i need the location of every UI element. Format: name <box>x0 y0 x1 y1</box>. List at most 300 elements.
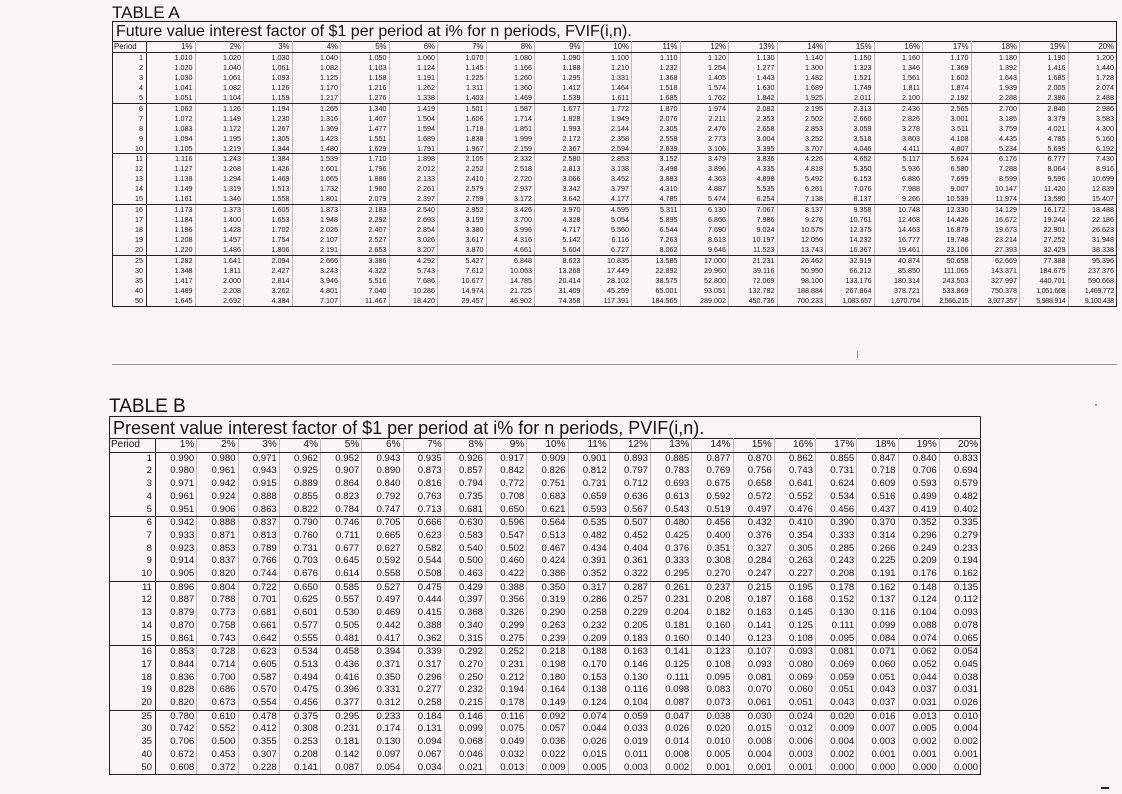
factor-cell: 1.100 <box>583 52 632 62</box>
factor-cell: 1.170 <box>292 83 341 93</box>
factor-cell: 2.540 <box>389 205 438 215</box>
factor-cell: 0.530 <box>321 607 362 620</box>
factor-cell: 4.226 <box>777 154 826 164</box>
factor-cell: 0.641 <box>774 478 815 491</box>
factor-cell: 1.149 <box>195 114 244 124</box>
factor-cell: 0.002 <box>898 736 939 749</box>
factor-cell: 0.388 <box>486 581 527 594</box>
factor-cell: 0.870 <box>733 452 774 465</box>
factor-cell: 0.756 <box>733 465 774 478</box>
factor-cell: 1.714 <box>486 114 535 124</box>
factor-cell: 6.254 <box>729 194 778 204</box>
factor-cell: 2.292 <box>341 215 390 225</box>
factor-cell: 1.416 <box>1020 63 1069 73</box>
factor-cell: 0.909 <box>527 452 568 465</box>
factor-cell: 9.358 <box>826 205 875 215</box>
factor-cell: 2.407 <box>341 225 390 235</box>
rate-column-header: 4% <box>279 439 320 453</box>
factor-cell: 1.295 <box>535 73 584 83</box>
factor-cell: 0.250 <box>444 672 485 685</box>
factor-cell: 0.051 <box>816 684 857 697</box>
factor-cell: 0.482 <box>568 530 609 543</box>
factor-cell: 0.833 <box>939 452 980 465</box>
factor-cell: 5.117 <box>874 154 923 164</box>
factor-cell: 1.842 <box>729 93 778 103</box>
factor-cell: 2.133 <box>389 174 438 184</box>
factor-cell: 0.092 <box>527 710 568 723</box>
factor-cell: 5.743 <box>389 266 438 276</box>
factor-cell: 0.527 <box>362 581 403 594</box>
rate-column-header: 10% <box>527 439 568 453</box>
factor-cell: 9.024 <box>729 225 778 235</box>
factor-cell: 0.054 <box>362 762 403 775</box>
factor-cell: 4.807 <box>923 144 972 154</box>
factor-cell: 0.962 <box>279 452 320 465</box>
factor-cell: 0.751 <box>527 478 568 491</box>
factor-cell: 2.105 <box>438 154 487 164</box>
table-row <box>113 63 1117 73</box>
factor-cell: 0.003 <box>857 736 898 749</box>
factor-cell: 0.708 <box>486 491 527 504</box>
factor-cell: 0.108 <box>774 633 815 646</box>
factor-cell: 0.000 <box>857 762 898 775</box>
factor-cell: 0.718 <box>857 465 898 478</box>
factor-cell: 1.665 <box>292 174 341 184</box>
factor-cell: 0.376 <box>733 530 774 543</box>
factor-cell: 0.862 <box>774 452 815 465</box>
factor-cell: 0.583 <box>444 530 485 543</box>
table-row <box>110 555 981 568</box>
factor-cell: 2.937 <box>486 184 535 194</box>
factor-cell: 0.123 <box>692 646 733 659</box>
factor-cell: 0.463 <box>444 568 485 581</box>
factor-cell: 7.612 <box>438 266 487 276</box>
factor-cell: 18.488 <box>1068 205 1117 215</box>
factor-cell: 4.363 <box>680 174 729 184</box>
factor-cell: 0.215 <box>733 581 774 594</box>
factor-cell: 6.192 <box>1068 144 1117 154</box>
factor-cell: 0.577 <box>279 620 320 633</box>
factor-cell: 3.617 <box>438 235 487 245</box>
factor-cell: 3.498 <box>632 164 681 174</box>
factor-cell: 1.710 <box>341 154 390 164</box>
rate-column-header: 8% <box>486 42 535 53</box>
factor-cell: 0.508 <box>403 568 444 581</box>
factor-cell: 0.871 <box>197 530 238 543</box>
factor-cell: 1.791 <box>389 144 438 154</box>
factor-cell: 0.822 <box>279 504 320 517</box>
factor-cell: 32.429 <box>1020 245 1069 255</box>
factor-cell: 0.075 <box>486 723 527 736</box>
factor-cell: 1.886 <box>341 174 390 184</box>
factor-cell: 31.948 <box>1068 235 1117 245</box>
factor-cell: 0.429 <box>444 581 485 594</box>
factor-cell: 0.713 <box>403 504 444 517</box>
period-cell: 7 <box>113 114 147 124</box>
factor-cell: 0.980 <box>197 452 238 465</box>
factor-cell: 1.196 <box>147 225 196 235</box>
factor-cell: 0.714 <box>197 659 238 672</box>
factor-cell: 1.348 <box>147 266 196 276</box>
factor-cell: 6.886 <box>874 174 923 184</box>
factor-cell: 0.370 <box>857 517 898 530</box>
factor-cell: 9.266 <box>874 194 923 204</box>
table-b-section <box>109 397 981 775</box>
factor-cell: 0.453 <box>197 749 238 762</box>
factor-cell: 184.565 <box>632 296 681 306</box>
factor-cell: 3.970 <box>535 205 584 215</box>
factor-cell: 1.677 <box>535 103 584 113</box>
factor-cell: 378.721 <box>874 286 923 296</box>
factor-cell: 1.587 <box>486 103 535 113</box>
factor-cell: 4.411 <box>874 144 923 154</box>
factor-cell: 20.414 <box>535 276 584 286</box>
rate-column-header: 19% <box>1020 42 1069 53</box>
factor-cell: 0.890 <box>362 465 403 478</box>
factor-cell: 1.948 <box>292 215 341 225</box>
period-cell: 3 <box>110 478 156 491</box>
factor-cell: 0.425 <box>651 530 692 543</box>
factor-cell: 0.232 <box>444 684 485 697</box>
factor-cell: 2.518 <box>486 164 535 174</box>
factor-cell: 0.494 <box>279 672 320 685</box>
factor-cell: 1.200 <box>1068 52 1117 62</box>
factor-cell: 0.142 <box>321 749 362 762</box>
factor-cell: 0.237 <box>692 581 733 594</box>
factor-cell: 0.074 <box>898 633 939 646</box>
factor-cell: 1.191 <box>389 73 438 83</box>
factor-cell: 0.011 <box>609 749 650 762</box>
factor-cell: 111.065 <box>923 266 972 276</box>
factor-cell: 0.252 <box>486 646 527 659</box>
factor-cell: 0.001 <box>733 762 774 775</box>
factor-cell: 7.138 <box>777 194 826 204</box>
factor-cell: 2.332 <box>486 154 535 164</box>
factor-cell: 0.480 <box>651 517 692 530</box>
table-row <box>110 594 981 607</box>
factor-cell: 5.054 <box>583 215 632 225</box>
factor-cell: 8.064 <box>1020 164 1069 174</box>
factor-cell: 3.252 <box>777 134 826 144</box>
factor-cell: 0.350 <box>527 581 568 594</box>
factor-cell: 1.558 <box>244 194 293 204</box>
factor-cell: 0.951 <box>156 504 197 517</box>
factor-cell: 0.181 <box>321 736 362 749</box>
factor-cell: 14.463 <box>874 225 923 235</box>
factor-cell: 0.516 <box>857 491 898 504</box>
factor-cell: 1.149 <box>147 184 196 194</box>
factor-cell: 72.069 <box>729 276 778 286</box>
factor-cell: 0.351 <box>692 543 733 556</box>
factor-cell: 0.295 <box>321 710 362 723</box>
factor-cell: 2.666 <box>292 256 341 266</box>
factor-cell: 0.608 <box>156 762 197 775</box>
factor-cell: 0.942 <box>197 478 238 491</box>
factor-cell: 1.513 <box>244 184 293 194</box>
factor-cell: 3.207 <box>389 245 438 255</box>
factor-cell: 0.790 <box>279 517 320 530</box>
factor-cell: 4.384 <box>244 296 293 306</box>
factor-cell: 0.078 <box>939 620 980 633</box>
factor-cell: 2.076 <box>632 114 681 124</box>
factor-cell: 1,670.704 <box>874 296 923 306</box>
factor-cell: 0.621 <box>527 504 568 517</box>
factor-cell: 1.898 <box>389 154 438 164</box>
rate-column-header: 7% <box>403 439 444 453</box>
factor-cell: 2.074 <box>1068 83 1117 93</box>
factor-cell: 0.905 <box>156 568 197 581</box>
factor-cell: 4.661 <box>486 245 535 255</box>
factor-cell: 4.328 <box>535 215 584 225</box>
factor-cell: 0.160 <box>651 633 692 646</box>
factor-cell: 0.650 <box>279 581 320 594</box>
factor-cell: 2.353 <box>729 114 778 124</box>
factor-cell: 0.087 <box>321 762 362 775</box>
table-row <box>113 103 1117 113</box>
factor-cell: 1.170 <box>923 52 972 62</box>
table-row <box>110 723 981 736</box>
table-b-caption: Present value interest factor of $1 per period at i% for n periods, PVIF(i,n). <box>109 416 981 438</box>
factor-cell: 16.172 <box>1020 205 1069 215</box>
factor-cell: 1.305 <box>244 134 293 144</box>
factor-cell: 0.780 <box>156 710 197 723</box>
factor-cell: 0.069 <box>774 672 815 685</box>
factor-cell: 40.874 <box>874 256 923 266</box>
factor-cell: 1.464 <box>583 83 632 93</box>
factor-cell: 7.988 <box>874 184 923 194</box>
factor-cell: 2.107 <box>292 235 341 245</box>
factor-cell: 7.263 <box>632 235 681 245</box>
factor-cell: 0.045 <box>939 659 980 672</box>
factor-cell: 0.145 <box>774 607 815 620</box>
factor-cell: 0.016 <box>857 710 898 723</box>
factor-cell: 5.234 <box>971 144 1020 154</box>
factor-cell: 0.270 <box>444 659 485 672</box>
table-row <box>113 276 1117 286</box>
factor-cell: 1.611 <box>583 93 632 103</box>
factor-cell: 1.412 <box>535 83 584 93</box>
factor-cell: 1.195 <box>195 134 244 144</box>
factor-cell: 1.194 <box>244 103 293 113</box>
factor-cell: 0.467 <box>527 543 568 556</box>
factor-cell: 0.925 <box>279 465 320 478</box>
factor-cell: 0.432 <box>733 517 774 530</box>
period-cell: 16 <box>113 205 147 215</box>
factor-cell: 14.974 <box>438 286 487 296</box>
period-cell: 16 <box>110 646 156 659</box>
factor-cell: 23.214 <box>971 235 1020 245</box>
factor-cell: 0.658 <box>733 478 774 491</box>
factor-cell: 0.836 <box>156 672 197 685</box>
factor-cell: 9.646 <box>680 245 729 255</box>
factor-cell: 0.181 <box>651 620 692 633</box>
factor-cell: 7.288 <box>971 164 1020 174</box>
factor-cell: 2.195 <box>777 103 826 113</box>
factor-cell: 6.777 <box>1020 154 1069 164</box>
factor-cell: 0.926 <box>444 452 485 465</box>
factor-cell: 1.188 <box>535 63 584 73</box>
factor-cell: 0.388 <box>403 620 444 633</box>
factor-cell: 0.111 <box>651 672 692 685</box>
factor-cell: 0.712 <box>609 478 650 491</box>
factor-cell: 0.735 <box>444 491 485 504</box>
factor-cell: 3.342 <box>535 184 584 194</box>
factor-cell: 0.290 <box>527 607 568 620</box>
factor-cell: 0.610 <box>197 710 238 723</box>
factor-cell: 0.258 <box>568 607 609 620</box>
factor-cell: 0.130 <box>816 607 857 620</box>
factor-cell: 3.106 <box>680 144 729 154</box>
factor-cell: 2.527 <box>341 235 390 245</box>
factor-cell: 5.604 <box>535 245 584 255</box>
factor-cell: 0.700 <box>197 672 238 685</box>
factor-cell: 2.208 <box>195 286 244 296</box>
factor-cell: 0.007 <box>857 723 898 736</box>
factor-cell: 1.838 <box>438 134 487 144</box>
factor-cell: 0.452 <box>609 530 650 543</box>
factor-cell: 2.026 <box>292 225 341 235</box>
factor-cell: 0.828 <box>156 684 197 697</box>
factor-cell: 0.065 <box>939 633 980 646</box>
factor-cell: 39.116 <box>729 266 778 276</box>
factor-cell: 0.502 <box>486 543 527 556</box>
factor-cell: 0.362 <box>403 633 444 646</box>
factor-cell: 2.952 <box>438 205 487 215</box>
factor-cell: 1.539 <box>535 93 584 103</box>
factor-cell: 0.475 <box>279 684 320 697</box>
factor-cell: 0.842 <box>486 465 527 478</box>
factor-cell: 2.386 <box>1020 93 1069 103</box>
factor-cell: 2.488 <box>1068 93 1117 103</box>
factor-cell: 0.535 <box>568 517 609 530</box>
factor-cell: 0.026 <box>568 736 609 749</box>
factor-cell: 4.335 <box>729 164 778 174</box>
factor-cell: 8.613 <box>680 235 729 245</box>
factor-cell: 0.701 <box>238 594 279 607</box>
factor-cell: 0.873 <box>403 465 444 478</box>
factor-cell: 11.974 <box>971 194 1020 204</box>
factor-cell: 0.315 <box>444 633 485 646</box>
factor-cell: 0.797 <box>609 465 650 478</box>
factor-cell: 117.391 <box>583 296 632 306</box>
factor-cell: 0.335 <box>939 517 980 530</box>
factor-cell: 1.440 <box>1068 63 1117 73</box>
factor-cell: 0.228 <box>238 762 279 775</box>
factor-cell: 0.404 <box>609 543 650 556</box>
factor-cell: 1.828 <box>535 114 584 124</box>
factor-cell: 1.319 <box>195 184 244 194</box>
factor-cell: 2.261 <box>389 184 438 194</box>
factor-cell: 0.257 <box>609 594 650 607</box>
factor-cell: 10.197 <box>729 235 778 245</box>
factor-cell: 0.292 <box>444 646 485 659</box>
factor-cell: 4.177 <box>583 194 632 204</box>
factor-cell: 1.873 <box>292 205 341 215</box>
factor-cell: 0.195 <box>774 581 815 594</box>
factor-cell: 0.645 <box>321 555 362 568</box>
factor-cell: 1.602 <box>923 73 972 83</box>
factor-cell: 0.593 <box>568 504 609 517</box>
factor-cell: 700.233 <box>777 296 826 306</box>
factor-cell: 16.367 <box>826 245 875 255</box>
factor-cell: 0.627 <box>362 543 403 556</box>
factor-cell: 6.261 <box>777 184 826 194</box>
factor-cell: 2.854 <box>389 225 438 235</box>
factor-cell: 2.720 <box>486 174 535 184</box>
period-cell: 19 <box>113 235 147 245</box>
factor-cell: 0.901 <box>568 452 609 465</box>
factor-cell: 1.594 <box>389 124 438 134</box>
factor-cell: 14.426 <box>923 215 972 225</box>
factor-cell: 2.191 <box>292 245 341 255</box>
factor-cell: 8.623 <box>535 256 584 266</box>
factor-cell: 1.145 <box>438 63 487 73</box>
table-row <box>113 225 1117 235</box>
table-row <box>110 646 981 659</box>
table-row <box>110 762 981 775</box>
factor-cell: 0.863 <box>238 504 279 517</box>
factor-cell: 0.887 <box>156 594 197 607</box>
period-cell: 20 <box>113 245 147 255</box>
factor-cell: 2.192 <box>923 93 972 103</box>
factor-cell: 2.094 <box>244 256 293 266</box>
table-row <box>110 684 981 697</box>
factor-cell: 0.284 <box>733 555 774 568</box>
factor-cell: 98.100 <box>777 276 826 286</box>
period-cell: 25 <box>113 256 147 266</box>
table-row <box>113 124 1117 134</box>
factor-cell: 0.233 <box>362 710 403 723</box>
factor-cell: 1.030 <box>147 73 196 83</box>
factor-cell: 1.020 <box>195 52 244 62</box>
factor-cell: 0.971 <box>238 452 279 465</box>
factor-cell: 0.164 <box>527 684 568 697</box>
factor-cell: 62.669 <box>971 256 1020 266</box>
factor-cell: 0.853 <box>197 543 238 556</box>
factor-cell: 0.585 <box>321 581 362 594</box>
rate-column-header: 7% <box>438 42 487 53</box>
factor-cell: 0.339 <box>403 646 444 659</box>
factor-cell: 1.685 <box>632 93 681 103</box>
factor-cell: 0.772 <box>486 478 527 491</box>
factor-cell: 1.486 <box>195 245 244 255</box>
factor-cell: 1.939 <box>971 83 1020 93</box>
factor-cell: 0.333 <box>816 530 857 543</box>
table-row <box>110 620 981 633</box>
factor-cell: 0.052 <box>898 659 939 672</box>
factor-cell: 0.015 <box>568 749 609 762</box>
factor-cell: 50.658 <box>923 256 972 266</box>
factor-cell: 0.870 <box>156 620 197 633</box>
factor-cell: 0.804 <box>197 581 238 594</box>
factor-cell: 0.080 <box>774 659 815 672</box>
factor-cell: 0.788 <box>197 594 238 607</box>
factor-cell: 3.426 <box>486 205 535 215</box>
factor-cell: 0.554 <box>238 697 279 710</box>
table-row <box>113 235 1117 245</box>
factor-cell: 0.094 <box>403 736 444 749</box>
factor-cell: 0.319 <box>527 594 568 607</box>
factor-cell: 0.624 <box>816 478 857 491</box>
factor-cell: 0.020 <box>692 723 733 736</box>
factor-cell: 0.000 <box>898 762 939 775</box>
factor-cell: 1.561 <box>874 73 923 83</box>
factor-cell: 0.792 <box>362 491 403 504</box>
factor-cell: 3.159 <box>438 215 487 225</box>
factor-cell: 4.785 <box>1020 134 1069 144</box>
factor-cell: 0.444 <box>403 594 444 607</box>
table-row <box>110 452 981 465</box>
